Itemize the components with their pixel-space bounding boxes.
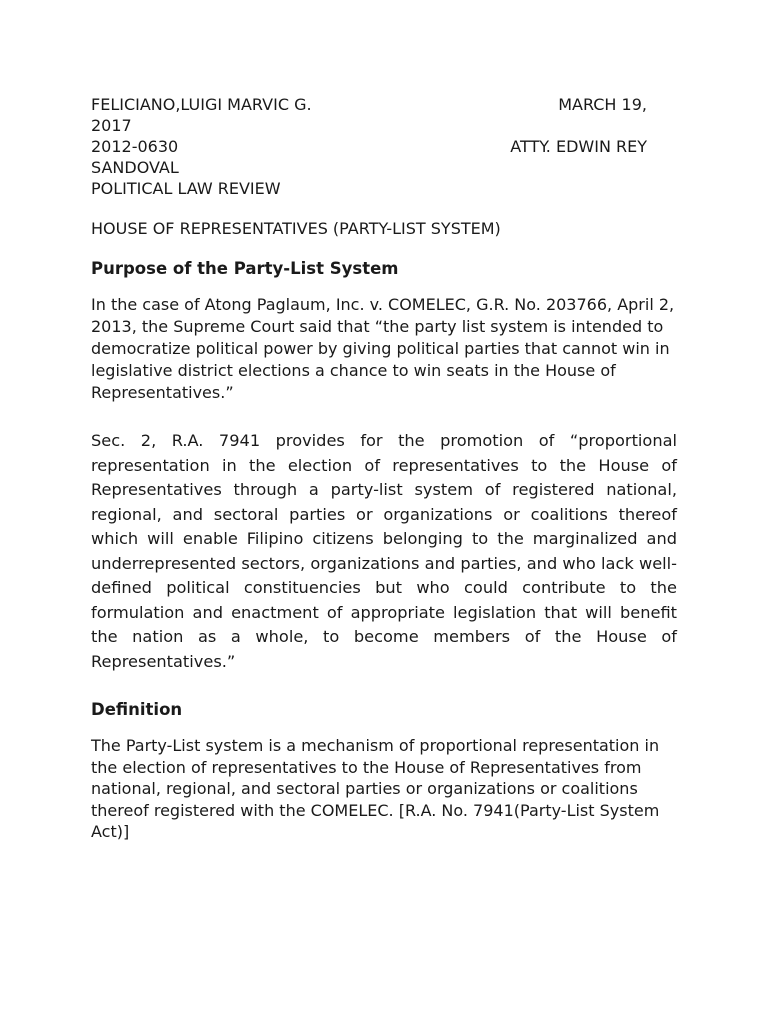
definition-paragraph: The Party-List system is a mechanism of proportional representation in the election of representatives to the House of Representatives from national, regional, and sectoral parties or organizations or coalitions thereof registered with the COMELEC. [R.A. No. 7941(Party-List System Act)] — [91, 736, 660, 841]
document-year: 2017 — [91, 116, 132, 135]
document-body — [91, 94, 677, 843]
course-name: POLITICAL LAW REVIEW — [91, 179, 281, 198]
header-line-2 — [91, 115, 677, 136]
document-date: MARCH 19, — [558, 95, 647, 114]
purpose-heading: Purpose of the Party-List System — [91, 259, 399, 278]
author-name: FELICIANO,LUIGI MARVIC G. — [91, 95, 312, 114]
student-number: 2012-0630 — [91, 137, 179, 156]
professor-surname: SANDOVAL — [91, 158, 179, 177]
header-line-3 — [91, 136, 677, 157]
purpose-paragraph-1: In the case of Atong Paglaum, Inc. v. COMELEC, G.R. No. 203766, April 2, 2013, the Supreme Court said that “the party list system is intended to democratize political power by giving political parties that cannot win in legislative district elections a chance to win seats in the House of Representatives.” — [91, 295, 675, 402]
professor-name: ATTY. EDWIN REY — [510, 137, 647, 156]
header-line-5 — [91, 178, 677, 199]
header-line-1 — [91, 94, 677, 115]
definition-heading: Definition — [91, 700, 183, 719]
header-line-4 — [91, 157, 677, 178]
topic-title: HOUSE OF REPRESENTATIVES (PARTY-LIST SYSTEM) — [91, 219, 501, 238]
purpose-paragraph-2: Sec. 2, R.A. 7941 provides for the promotion of “proportional representation in the election of representatives to the House of Representatives through a party-list system of registered national, regional, and sectoral parties or organizations or coalitions thereof which will enable Filipino citizens belonging to the marginalized and underrepresented sectors, organizations and parties, and who lack well-defined political constituencies but who could contribute to the formulation and enactment of appropriate legislation that will benefit the nation as a whole, to become members of the House of Representatives.” — [91, 431, 677, 671]
